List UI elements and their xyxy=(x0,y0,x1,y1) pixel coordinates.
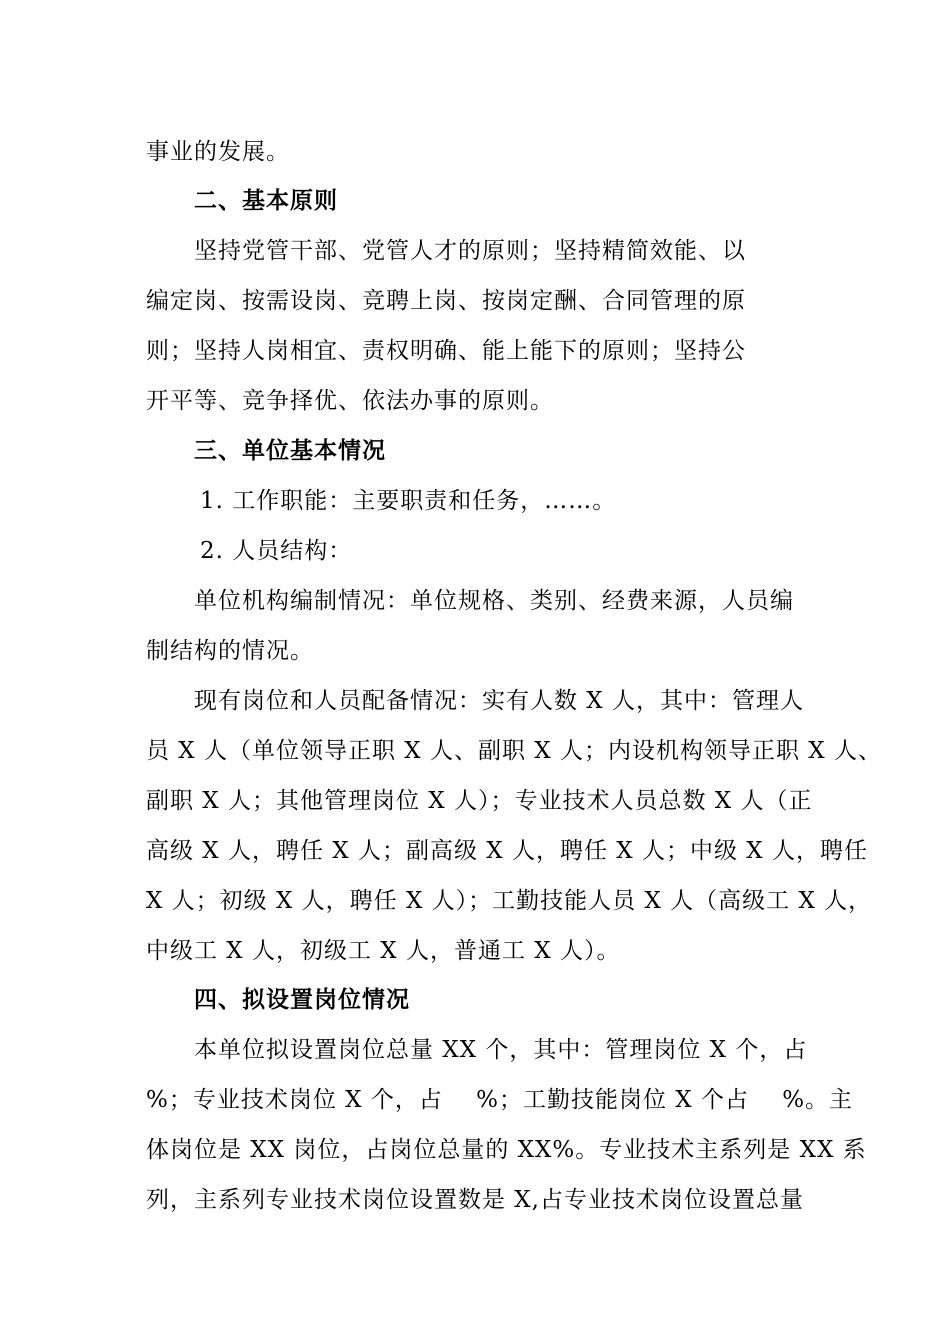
paragraph-line: 事业的发展。 xyxy=(146,139,290,165)
section-heading-unit-info: 三、单位基本情况 xyxy=(194,438,386,464)
section-heading-principles: 二、基本原则 xyxy=(194,188,338,214)
section-heading-positions: 四、拟设置岗位情况 xyxy=(194,987,410,1013)
paragraph-line: 则；坚持人岗相宜、责权明确、能上能下的原则；坚持公 xyxy=(146,338,746,364)
paragraph-line: 编定岗、按需设岗、竞聘上岗、按岗定酬、合同管理的原 xyxy=(146,288,746,314)
paragraph-line: 制结构的情况。 xyxy=(146,638,314,664)
paragraph-line: 本单位拟设置岗位总量 XX 个，其中：管理岗位 X 个，占 xyxy=(194,1037,808,1063)
paragraph-line: 开平等、竞争择优、依法办事的原则。 xyxy=(146,388,554,414)
list-item: 2. 人员结构： xyxy=(200,538,353,564)
paragraph-line: 高级 X 人，聘任 X 人；副高级 X 人，聘任 X 人；中级 X 人，聘任 xyxy=(146,838,868,864)
paragraph-line: 坚持党管干部、党管人才的原则；坚持精简效能、以 xyxy=(194,238,746,264)
paragraph-line: 体岗位是 XX 岗位，占岗位总量的 XX%。专业技术主系列是 XX 系 xyxy=(146,1137,867,1163)
paragraph-line: X 人；初级 X 人，聘任 X 人）；工勤技能人员 X 人（高级工 X 人， xyxy=(146,888,873,914)
paragraph-line: 单位机构编制情况：单位规格、类别、经费来源，人员编 xyxy=(194,588,794,614)
paragraph-line: 员 X 人（单位领导正职 X 人、副职 X 人；内设机构领导正职 X 人、 xyxy=(146,738,882,764)
paragraph-line: %；专业技术岗位 X 个，占 %；工勤技能岗位 X 个占 %。主 xyxy=(146,1087,854,1113)
paragraph-line: 中级工 X 人，初级工 X 人，普通工 X 人）。 xyxy=(146,938,621,964)
paragraph-line: 副职 X 人；其他管理岗位 X 人）；专业技术人员总数 X 人（正 xyxy=(146,788,813,814)
list-item: 1. 工作职能：主要职责和任务，……。 xyxy=(200,488,617,514)
paragraph-line: 列，主系列专业技术岗位设置数是 X,占专业技术岗位设置总量 xyxy=(146,1187,804,1213)
paragraph-line: 现有岗位和人员配备情况：实有人数 X 人，其中：管理人 xyxy=(194,688,804,714)
